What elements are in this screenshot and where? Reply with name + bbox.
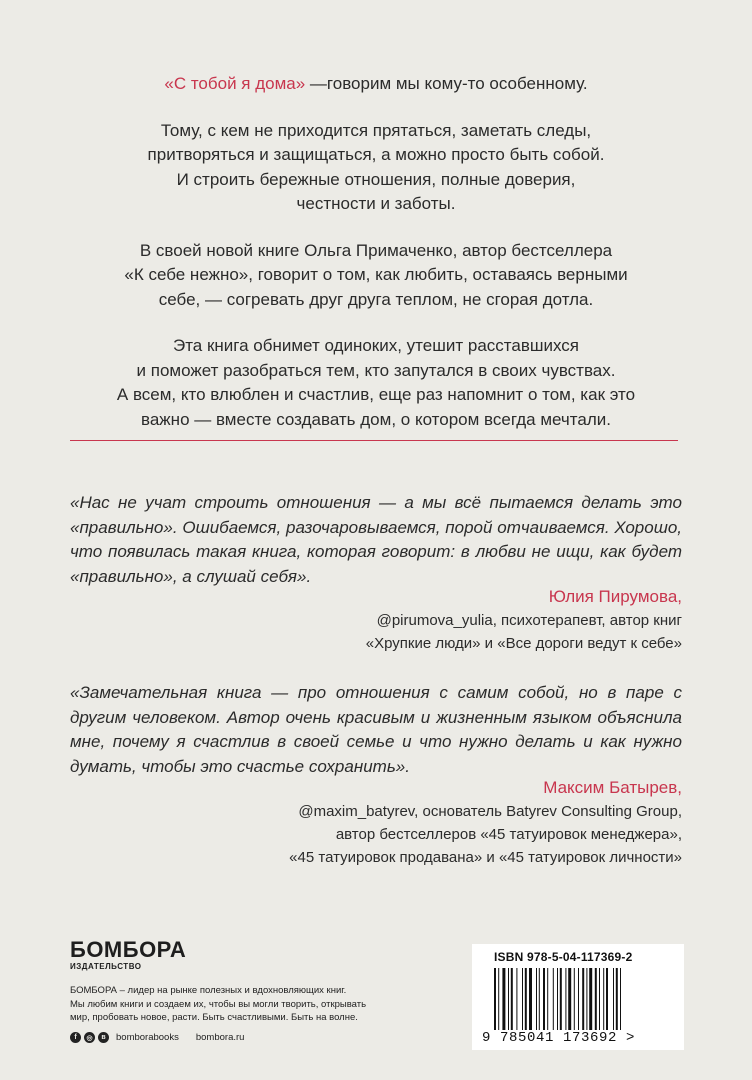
publisher-blurb: БОМБОРА – лидер на рынке полезных и вдохновляющих книг. Мы любим книги и создаем их, чтобы вы могли творить, открывать мир, пробовать новое, расти. Быть счастливыми. Быть на волне. — [70, 985, 367, 1023]
facebook-icon: f — [70, 1032, 81, 1043]
isbn-label: ISBN 978-5-04-117369-2 — [494, 950, 633, 964]
intro-paragraph-3: В своей новой книге Ольга Примаченко, автор бестселлера «К себе нежно», говорит о том, как любить, оставаясь верными себе, — согревать друг друга теплом, не сгорая дотла. — [124, 240, 628, 309]
social-handle: bomborabooks — [116, 1032, 179, 1043]
vk-icon: в — [98, 1032, 109, 1043]
barcode-bar — [582, 968, 584, 1030]
barcode-bar — [553, 968, 554, 1030]
book-description — [70, 72, 682, 454]
barcode-bar — [557, 968, 558, 1030]
barcode-bar — [589, 968, 592, 1030]
testimonial-author-2 — [289, 776, 682, 869]
barcode-bar — [613, 968, 614, 1030]
intro-paragraph-2: Тому, с кем не приходится прятаться, заметать следы, притворяться и защищаться, а можно просто быть собой. И строить бережные отношения, полные доверия, честности и заботы. — [147, 120, 605, 213]
author-details: «Хрупкие люди» и «Все дороги ведут к себе» — [365, 635, 682, 652]
author-details: «45 татуировок продавана» и «45 татуировок личности» — [289, 849, 682, 866]
barcode-bar — [620, 968, 621, 1030]
author-details: @maxim_batyrev, основатель Batyrev Consulting Group, — [298, 803, 682, 820]
barcode-bar — [560, 968, 562, 1030]
barcode-bar — [498, 968, 499, 1030]
publisher-brand: БОМБОРА — [70, 937, 187, 962]
instagram-icon: ◎ — [84, 1032, 95, 1043]
barcode-bar — [595, 968, 597, 1030]
barcode-bar — [574, 968, 575, 1030]
publisher-logo — [70, 938, 186, 972]
barcode-digits: 9 785041 173692 > — [482, 1030, 636, 1046]
author-details: автор бестселлеров «45 татуировок менеджера», — [335, 826, 682, 843]
barcode-bar — [508, 968, 509, 1030]
barcode-bar — [586, 968, 587, 1030]
testimonial-author-1 — [366, 585, 682, 655]
barcode-bar — [616, 968, 618, 1030]
barcode-bar — [511, 968, 513, 1030]
intro-paragraph-1: «С тобой я дома» —говорим мы кому-то особенному. — [164, 74, 588, 93]
testimonial-quote-1: «Нас не учат строить отношения — а мы всё пытаемся делать это «правильно». Ошибаемся, разочаровываемся, порой отчаиваемся. Хорошо, что появилась такая книга, которая говорит: в любви не ищи, как будет «правильно», а слушай себя». — [70, 493, 682, 586]
barcode-bar — [599, 968, 600, 1030]
barcode-bar — [606, 968, 608, 1030]
barcode-bar — [568, 968, 571, 1030]
barcode-bar — [536, 968, 537, 1030]
barcode-bar — [539, 968, 540, 1030]
author-name: Максим Батырев, — [543, 778, 682, 797]
divider-line — [70, 440, 678, 441]
barcode-bar — [494, 968, 496, 1030]
barcode-bar — [547, 968, 548, 1030]
publisher-sub: ИЗДАТЕЛЬСТВО — [70, 962, 142, 971]
barcode-bars — [494, 968, 664, 1030]
author-details: @pirumova_yulia, психотерапевт, автор книг — [376, 612, 682, 629]
website: bombora.ru — [195, 1032, 245, 1043]
author-name: Юлия Пирумова, — [548, 587, 682, 606]
barcode-bar — [516, 968, 517, 1030]
title-quote: «С тобой я дома» — [164, 74, 306, 93]
social-links — [70, 1032, 244, 1043]
barcode-bar — [525, 968, 527, 1030]
barcode-bar — [522, 968, 523, 1030]
barcode-bar — [529, 968, 532, 1030]
barcode-bar — [578, 968, 579, 1030]
barcode-bar — [502, 968, 505, 1030]
barcode-bar — [565, 968, 566, 1030]
intro-paragraph-4: Эта книга обнимет одиноких, утешит расставшихся и поможет разобраться тем, кто запутался в своих чувствах. А всем, кто влюблен и счастлив, еще раз напомнит о том, как это важно — вместе создавать дом, о котором всегда мечтали. — [116, 336, 636, 429]
barcode-bar — [603, 968, 604, 1030]
barcode-bar — [543, 968, 545, 1030]
testimonial-quote-2: «Замечательная книга — про отношения с самим собой, но в паре с другим человеком. Автор очень красивым и жизненным языком объяснила мне, почему я счастлив в своей семье и что нужно делать и как нужно думать, чтобы это счастье сохранить». — [70, 683, 682, 776]
barcode — [472, 944, 684, 1050]
